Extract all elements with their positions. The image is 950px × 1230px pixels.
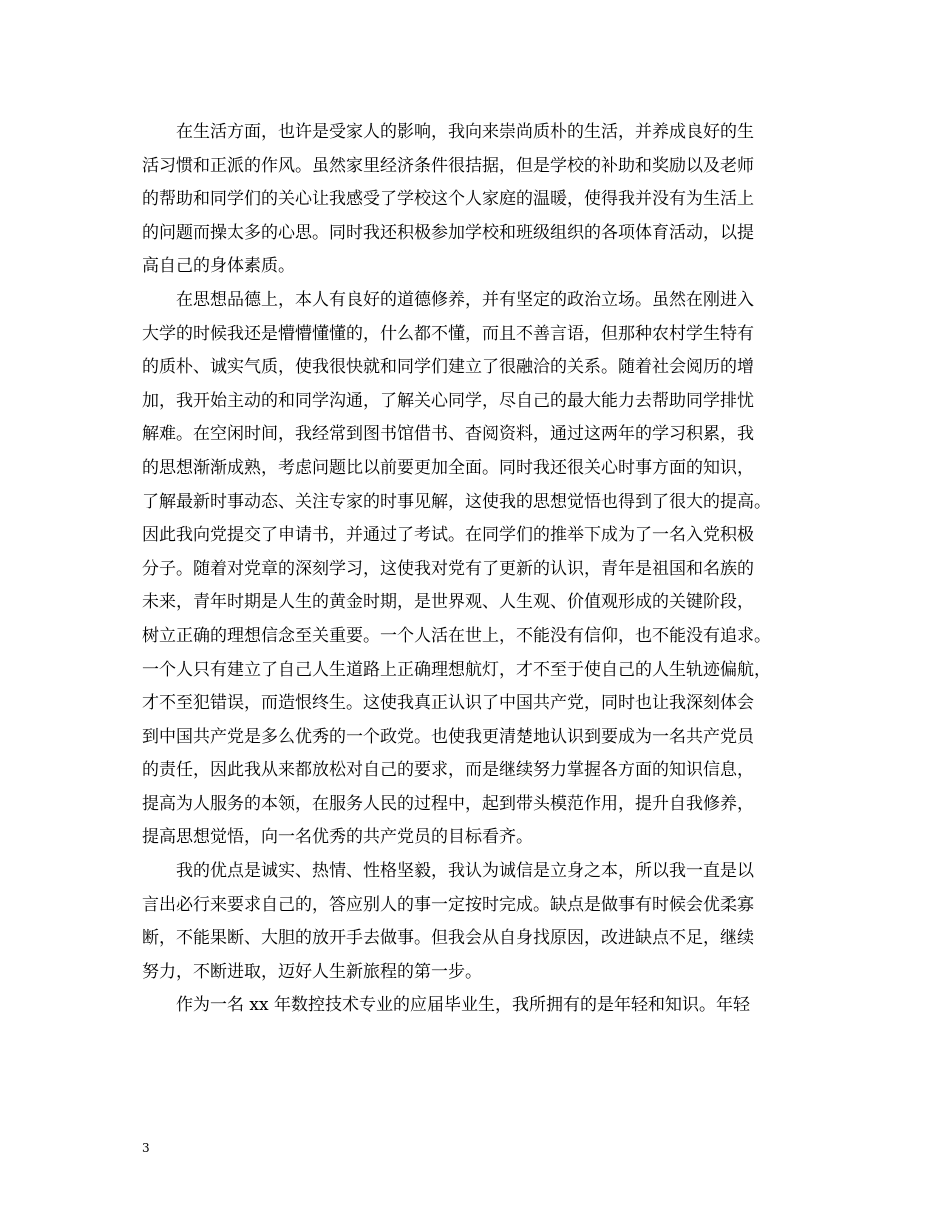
paragraph-2-line-15: 的责任，因此我从来都放松对自己的要求，而是继续努力掌握各方面的知识信息，	[142, 760, 754, 781]
paragraph-3-line-2: 言出必行来要求自己的，答应别人的事一定按时完成。缺点是做事有时候会优柔寡	[142, 894, 754, 915]
paragraph-4-line-1: 作为一名 xx 年数控技术专业的应届毕业生，我所拥有的是年轻和知识。年轻	[176, 995, 750, 1016]
paragraph-2-line-11: 树立正确的理想信念至关重要。一个人活在世上，不能没有信仰，也不能没有追求。	[142, 625, 771, 646]
paragraph-2-line-4: 加，我开始主动的和同学沟通，了解关心同学，尽自己的最大能力去帮助同学排忧	[142, 390, 754, 411]
paragraph-1-line-5: 高自己的身体素质。	[142, 256, 295, 277]
paragraph-2-line-3: 的质朴、诚实气质，使我很快就和同学们建立了很融洽的关系。随着社会阅历的增	[142, 357, 754, 378]
paragraph-2-line-7: 了解最新时事动态、关注专家的时事见解，这使我的思想觉悟也得到了很大的提高。	[142, 491, 771, 512]
paragraph-2-line-6: 的思想渐渐成熟，考虑问题比以前要更加全面。同时我还很关心时事方面的知识，	[142, 457, 754, 478]
body-text	[142, 116, 818, 1023]
paragraph-2-line-8: 因此我向党提交了申请书，并通过了考试。在同学们的推举下成为了一名入党积极	[142, 525, 754, 546]
paragraph-3-line-4: 努力，不断进取，迈好人生新旅程的第一步。	[142, 961, 482, 982]
paragraph-2-line-10: 未来，青年时期是人生的黄金时期，是世界观、人生观、价值观形成的关键阶段，	[142, 592, 754, 613]
paragraph-1-line-1: 在生活方面，也许是受家人的影响，我向来崇尚质朴的生活，并养成良好的生	[176, 122, 754, 142]
paragraph-3-line-1: 我的优点是诚实、热情、性格坚毅，我认为诚信是立身之本，所以我一直是以	[176, 861, 754, 882]
paragraph-2-line-2: 大学的时候我还是懵懵懂懂的，什么都不懂，而且不善言语，但那种农村学生特有	[142, 323, 754, 344]
paragraph-2-line-12: 一个人只有建立了自己人生道路上正确理想航灯，才不至于使自己的人生轨迹偏航，	[142, 659, 771, 680]
paragraph-2-line-17: 提高思想觉悟，向一名优秀的共产党员的目标看齐。	[142, 827, 533, 848]
paragraph-2-line-9: 分子。随着对党章的深刻学习，这使我对党有了更新的认识，青年是祖国和名族的	[142, 558, 754, 579]
paragraph-3-line-3: 断，不能果断、大胆的放开手去做事。但我会从自身找原因，改进缺点不足，继续	[142, 928, 754, 949]
paragraph-2-line-16: 提高为人服务的本领，在服务人民的过程中，起到带头模范作用，提升自我修养，	[142, 793, 754, 814]
paragraph-2-line-14: 到中国共产党是多么优秀的一个政党。也使我更清楚地认识到要成为一名共产党员	[142, 726, 754, 747]
paragraph-2-line-1: 在思想品德上，本人有良好的道德修养，并有坚定的政治立场。虽然在刚进入	[176, 289, 754, 310]
paragraph-1-line-3: 的帮助和同学们的关心让我感受了学校这个人家庭的温暖，使得我并没有为生活上	[142, 189, 754, 210]
paragraph-1-line-4: 的问题而操太多的心思。同时我还积极参加学校和班级组织的各项体育活动，以提	[142, 222, 754, 243]
page-number: 3	[142, 1141, 150, 1155]
paragraph-2-line-13: 才不至犯错误，而造恨终生。这使我真正认识了中国共产党，同时也让我深刻体会	[142, 693, 754, 714]
paragraph-1-line-2: 活习惯和正派的作风。虽然家里经济条件很拮据，但是学校的补助和奖励以及老师	[142, 155, 754, 176]
paragraph-2-line-5: 解难。在空闲时间，我经常到图书馆借书、杳阅资料，通过这两年的学习积累，我	[142, 424, 754, 445]
